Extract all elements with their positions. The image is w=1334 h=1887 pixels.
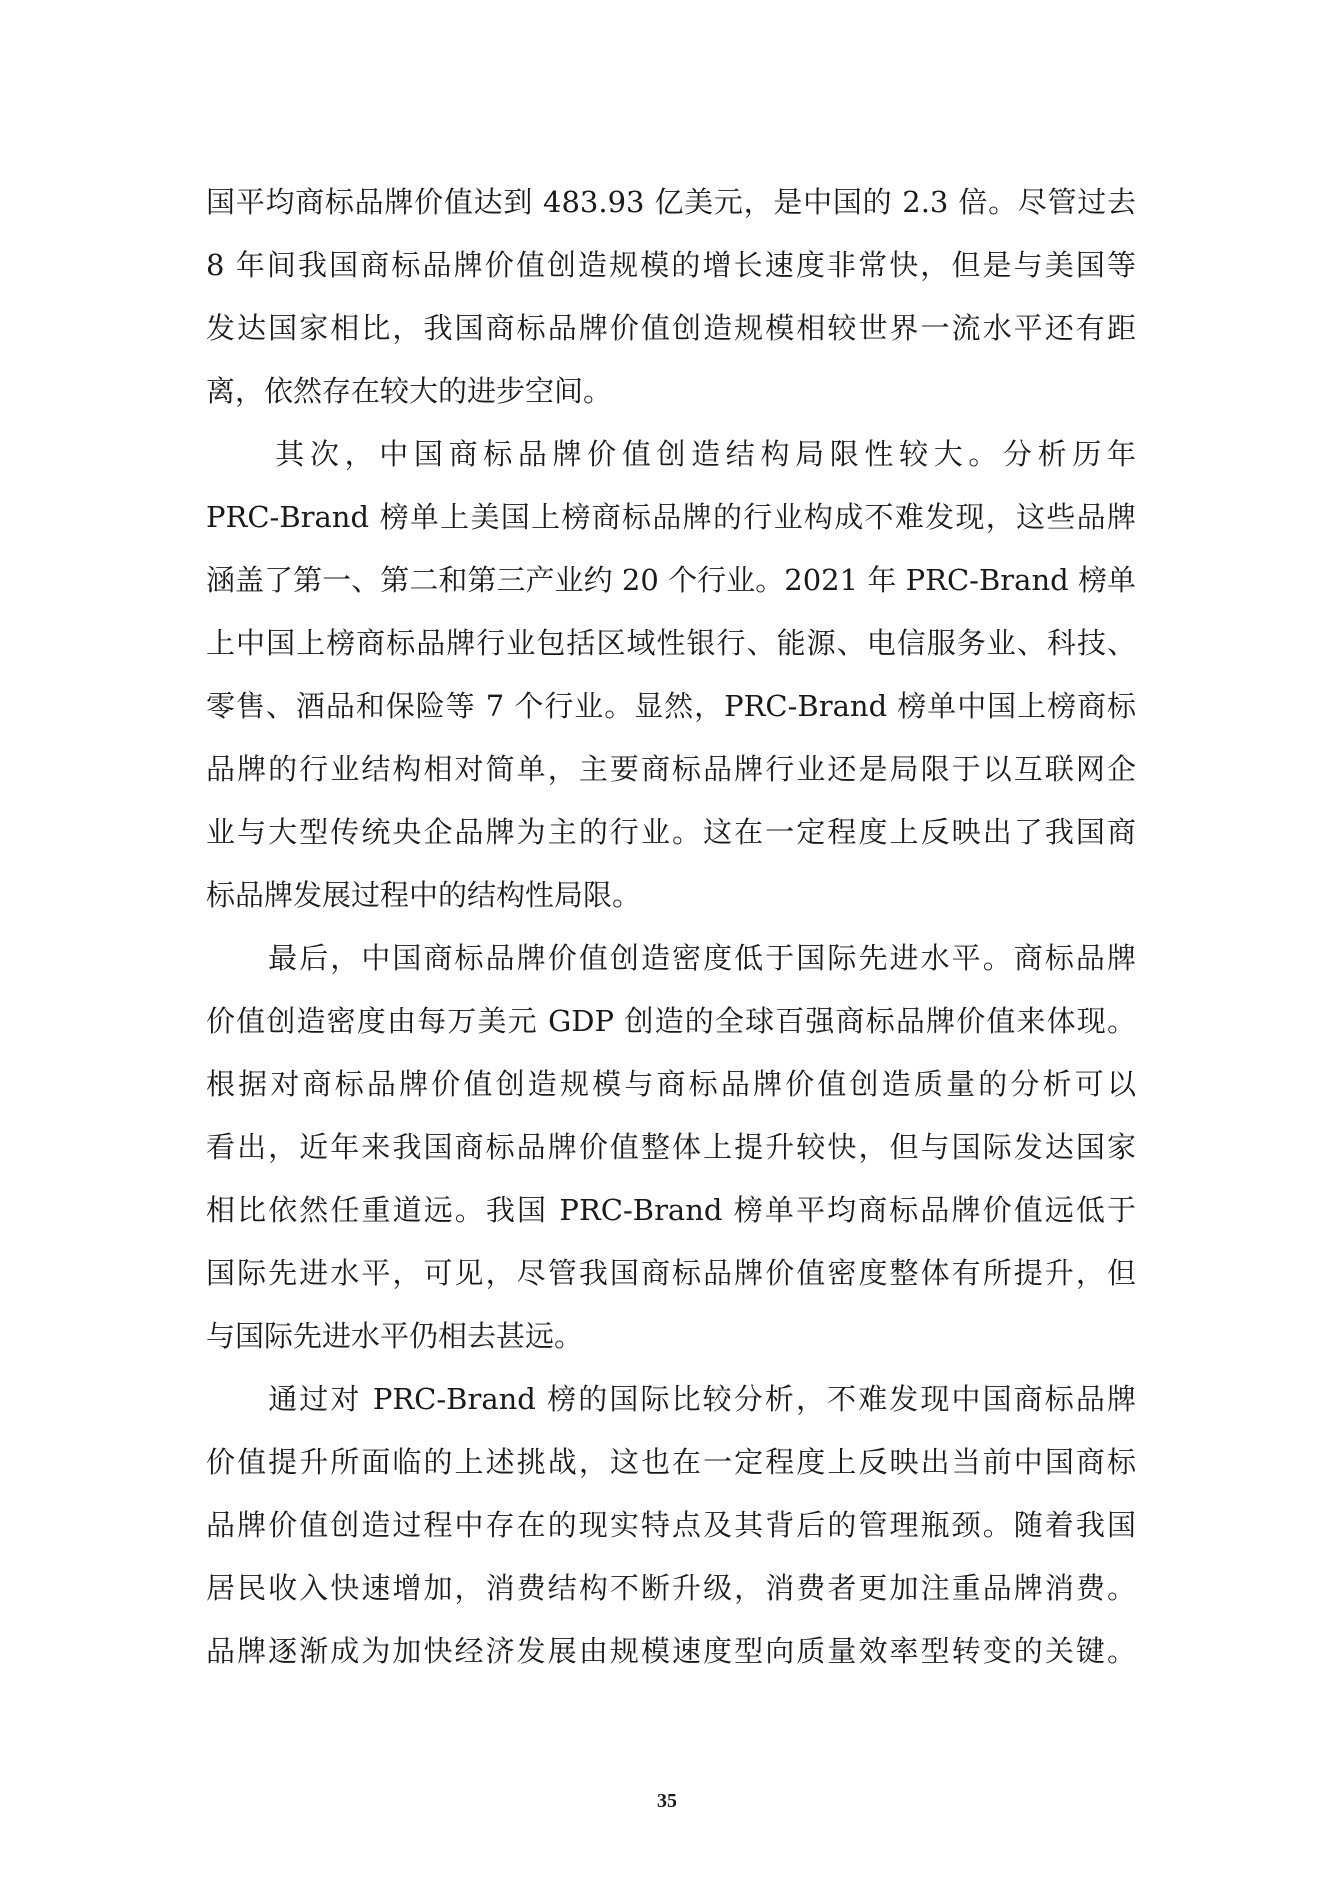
text-line: 标品牌发展过程中的结构性局限。 (206, 878, 642, 912)
text-line: 国平均商标品牌价值达到 483.93 亿美元，是中国的 2.3 倍。尽管过去 (206, 185, 1136, 219)
text-line: 最后，中国商标品牌价值创造密度低于国际先进水平。商标品牌 (206, 941, 1136, 975)
text-line: 发达国家相比，我国商标品牌价值创造规模相较世界一流水平还有距 (206, 311, 1136, 345)
text-line: 8 年间我国商标品牌价值创造规模的增长速度非常快，但是与美国等 (206, 248, 1136, 282)
text-line: 品牌的行业结构相对简单，主要商标品牌行业还是局限于以互联网企 (206, 752, 1136, 786)
text-line: 上中国上榜商标品牌行业包括区域性银行、能源、电信服务业、科技、 (206, 626, 1136, 660)
text-line: 离，依然存在较大的进步空间。 (206, 374, 613, 408)
text-line: PRC-Brand 榜单上美国上榜商标品牌的行业构成不难发现，这些品牌 (206, 500, 1136, 534)
text-line: 业与大型传统央企品牌为主的行业。这在一定程度上反映出了我国商 (206, 815, 1136, 849)
text-line: 根据对商标品牌价值创造规模与商标品牌价值创造质量的分析可以 (206, 1067, 1136, 1101)
text-line: 品牌逐渐成为加快经济发展由规模速度型向质量效率型转变的关键。 (206, 1634, 1136, 1668)
text-line: 相比依然任重道远。我国 PRC-Brand 榜单平均商标品牌价值远低于 (206, 1193, 1136, 1227)
text-line: 看出，近年来我国商标品牌价值整体上提升较快，但与国际发达国家 (206, 1130, 1136, 1164)
text-line: 与国际先进水平仍相去甚远。 (206, 1319, 584, 1353)
body-text (206, 171, 1136, 1683)
text-line: 价值创造密度由每万美元 GDP 创造的全球百强商标品牌价值来体现。 (206, 1004, 1136, 1038)
text-line: 价值提升所面临的上述挑战，这也在一定程度上反映出当前中国商标 (206, 1445, 1136, 1479)
text-line: 品牌价值创造过程中存在的现实特点及其背后的管理瓶颈。随着我国 (206, 1508, 1136, 1542)
text-line: 零售、酒品和保险等 7 个行业。显然，PRC-Brand 榜单中国上榜商标 (206, 689, 1136, 723)
text-line: 国际先进水平，可见，尽管我国商标品牌价值密度整体有所提升，但 (206, 1256, 1136, 1290)
text-line: 居民收入快速增加，消费结构不断升级，消费者更加注重品牌消费。 (206, 1571, 1136, 1605)
text-line: 其次，中国商标品牌价值创造结构局限性较大。分析历年 (206, 437, 1136, 471)
text-line: 通过对 PRC-Brand 榜的国际比较分析，不难发现中国商标品牌 (206, 1382, 1136, 1416)
text-line: 涵盖了第一、第二和第三产业约 20 个行业。2021 年 PRC-Brand 榜单 (206, 563, 1136, 597)
page-number: 35 (657, 1790, 677, 1812)
